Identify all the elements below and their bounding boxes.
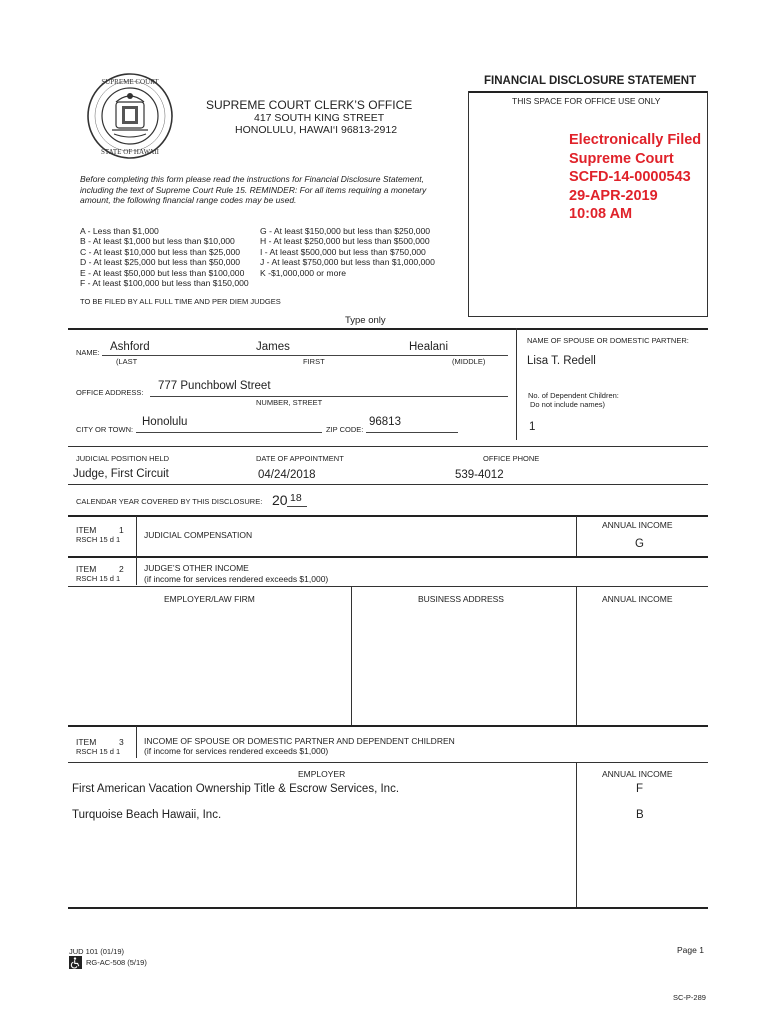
office-address-line2: HONOLULU, HAWAI‘I 96813-2912 xyxy=(235,124,398,136)
office-phone-value[interactable]: 539-4012 xyxy=(455,469,504,481)
number-street-label: NUMBER, STREET xyxy=(256,398,323,407)
office-phone-label: OFFICE PHONE xyxy=(483,454,540,463)
office-address-value[interactable]: 777 Punchbowl Street xyxy=(158,380,271,392)
sc-code: SC-P-289 xyxy=(673,993,706,1002)
rg-number: RG-AC-508 (5/19) xyxy=(86,958,147,967)
middle-name-value[interactable]: Healani xyxy=(409,341,448,353)
item3-row1-employer[interactable]: First American Vacation Ownership Title & Escrow Services, Inc. xyxy=(72,783,400,795)
item3-employer-col: EMPLOYER xyxy=(298,769,346,779)
item3-label: ITEM xyxy=(76,737,97,747)
stamp-line4: 29-APR-2019 xyxy=(569,187,658,204)
item1-number: 1 xyxy=(119,525,124,535)
item2-employer-col: EMPLOYER/LAW FIRM xyxy=(164,594,255,604)
form-title: FINANCIAL DISCLOSURE STATEMENT xyxy=(484,75,697,87)
calendar-year-label: CALENDAR YEAR COVERED BY THIS DISCLOSURE: xyxy=(76,497,263,506)
item1-label: ITEM xyxy=(76,525,97,535)
first-name-value[interactable]: James xyxy=(256,341,290,353)
dependents-note: Do not include names) xyxy=(530,400,606,409)
dependents-value[interactable]: 1 xyxy=(529,421,536,433)
item3-title: INCOME OF SPOUSE OR DOMESTIC PARTNER AND DEPENDENT CHILDREN xyxy=(144,736,455,746)
first-name-label: FIRST xyxy=(303,357,325,366)
item1-title: JUDICIAL COMPENSATION xyxy=(144,530,253,540)
item1-income-label: ANNUAL INCOME xyxy=(602,520,673,530)
judicial-position-label: JUDICIAL POSITION HELD xyxy=(76,454,170,463)
item2-rule: RSCH 15 d 1 xyxy=(76,574,121,583)
item2-income-col: ANNUAL INCOME xyxy=(602,594,673,604)
item3-number: 3 xyxy=(119,737,124,747)
judicial-position-value[interactable]: Judge, First Circuit xyxy=(73,468,169,480)
form-number: JUD 101 (01/19) xyxy=(69,947,125,956)
item2-title: JUDGE’S OTHER INCOME xyxy=(144,563,249,573)
spouse-label: NAME OF SPOUSE OR DOMESTIC PARTNER: xyxy=(527,336,689,345)
range-codes-left: A - Less than $1,000 B - At least $1,000 but less than $10,000 C - At least $10,000 but less than $25,000 D - At least $25,000 but less than $50,000 E - At least $50,000 but less than $100,000 F - At least $100,000 but less than $150,000 xyxy=(80,226,249,289)
page-number: Page 1 xyxy=(677,945,704,955)
wheelchair-icon xyxy=(69,956,82,969)
appointment-date-label: DATE OF APPOINTMENT xyxy=(256,454,344,463)
stamp-line3: SCFD-14-0000543 xyxy=(569,169,691,186)
name-label: NAME: xyxy=(76,348,100,357)
item3-income-col: ANNUAL INCOME xyxy=(602,769,673,779)
instructions: Before completing this form please read the instructions for Financial Disclosure Statement, including the text of Supreme Court Rule 15. REMINDER: For all items requiring a monetary amount, the following financial range codes may be used. xyxy=(80,174,427,206)
type-only-label: Type only xyxy=(345,315,386,326)
office-address-label: OFFICE ADDRESS: xyxy=(76,388,144,397)
svg-text:SUPREME COURT: SUPREME COURT xyxy=(101,78,159,86)
item3-row1-income[interactable]: F xyxy=(636,783,644,795)
item2-number: 2 xyxy=(119,564,124,574)
item2-subtitle: (if income for services rendered exceeds $1,000) xyxy=(144,574,329,584)
appointment-date-value[interactable]: 04/24/2018 xyxy=(258,469,316,481)
office-name: SUPREME COURT CLERK’S OFFICE xyxy=(206,98,413,112)
middle-name-label: (MIDDLE) xyxy=(452,357,486,366)
last-name-label: (LAST xyxy=(116,357,138,366)
filed-by-note: TO BE FILED BY ALL FULL TIME AND PER DIEM JUDGES xyxy=(80,297,281,306)
item2-address-col: BUSINESS ADDRESS xyxy=(418,594,504,604)
dependents-label: No. of Dependent Children: xyxy=(528,391,619,400)
stamp-line1: Electronically Filed xyxy=(569,132,702,148)
office-use-label: THIS SPACE FOR OFFICE USE ONLY xyxy=(512,96,661,106)
electronic-filing-stamp xyxy=(569,131,701,224)
calendar-year-prefix: 20 xyxy=(272,492,288,508)
item3-row2-income[interactable]: B xyxy=(636,809,644,821)
item3-rule: RSCH 15 d 1 xyxy=(76,747,121,756)
office-address-line1: 417 SOUTH KING STREET xyxy=(254,112,385,124)
item3-subtitle: (if income for services rendered exceeds $1,000) xyxy=(144,746,329,756)
item2-label: ITEM xyxy=(76,564,97,574)
city-value[interactable]: Honolulu xyxy=(142,416,188,428)
zip-value[interactable]: 96813 xyxy=(369,416,401,428)
calendar-year-value[interactable]: 18 xyxy=(290,492,302,504)
court-seal xyxy=(86,72,174,160)
range-codes-right: G - At least $150,000 but less than $250,000 H - At least $250,000 but less than $500,000 I - At least $500,000 but less than $750,000 J - At least $750,000 but less than $1,000,000 K -$1,000,000 or more xyxy=(260,226,435,278)
city-label: CITY OR TOWN: xyxy=(76,425,134,434)
zip-label: ZIP CODE: xyxy=(326,425,364,434)
svg-text:STATE OF HAWAII: STATE OF HAWAII xyxy=(101,148,159,156)
item1-rule: RSCH 15 d 1 xyxy=(76,535,121,544)
item1-income-value[interactable]: G xyxy=(635,538,644,550)
last-name-value[interactable]: Ashford xyxy=(110,341,150,353)
stamp-line2: Supreme Court xyxy=(569,150,674,167)
stamp-line5: 10:08 AM xyxy=(569,206,633,223)
spouse-name-value[interactable]: Lisa T. Redell xyxy=(527,355,596,367)
item3-row2-employer[interactable]: Turquoise Beach Hawaii, Inc. xyxy=(72,809,222,821)
